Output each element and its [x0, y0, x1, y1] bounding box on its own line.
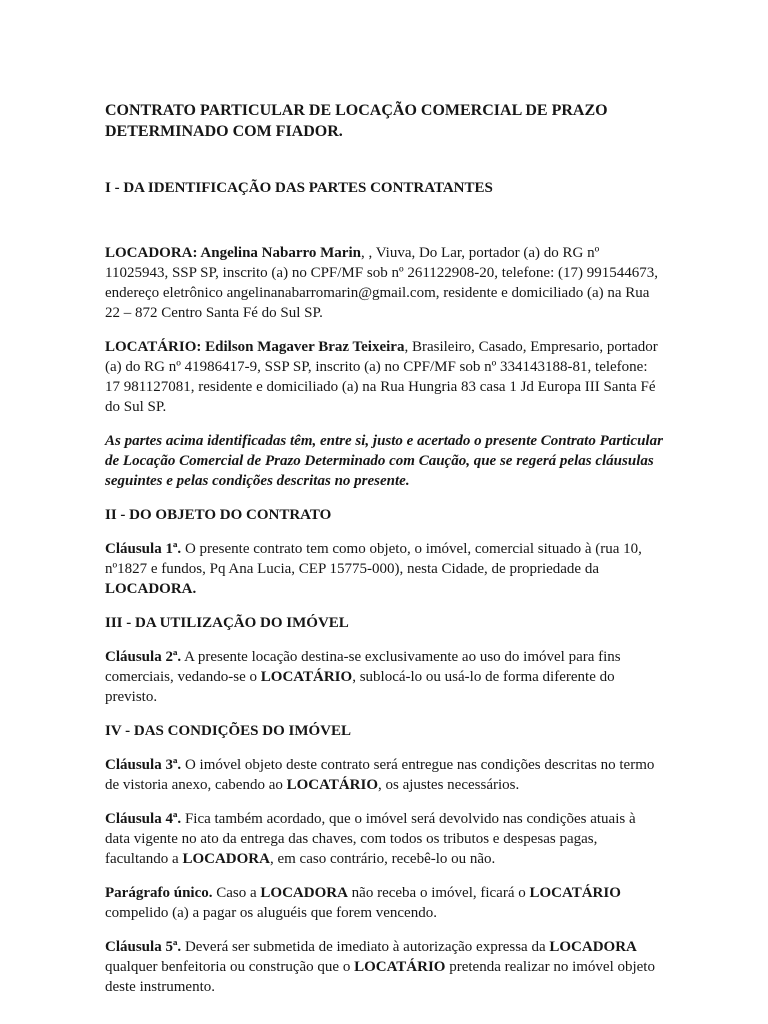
clausula-1-label: Cláusula 1ª.: [105, 541, 182, 557]
clausula-4-label: Cláusula 4ª.: [105, 811, 182, 827]
text-run: O presente contrato tem como objeto, o imóvel, comercial situado à (rua 10, nº1827 e fundos, Pq Ana Lucia, CEP 15775-000), nesta Cidade, de propriedade da: [105, 541, 642, 577]
text-run: LOCATÁRIO: [529, 885, 621, 901]
paragraph-preambulo: [105, 431, 664, 491]
paragraph-clausula-4: [105, 809, 664, 869]
text-run: LOCATÁRIO: [260, 669, 353, 685]
paragraph-clausula-1: [105, 539, 664, 599]
text-run: qualquer benfeitoria ou construção que o: [105, 959, 355, 975]
locadora-label: LOCADORA: Angelina Nabarro Marin: [105, 245, 361, 261]
paragraph-locadora: [105, 243, 664, 323]
text-run: LOCADORA: [260, 885, 348, 901]
document-title: CONTRATO PARTICULAR DE LOCAÇÃO COMERCIAL DE PRAZO DETERMINADO COM FIADOR.: [105, 102, 608, 140]
locatario-label: LOCATÁRIO: Edilson Magaver Braz Teixeira: [105, 339, 405, 355]
text-run: compelido (a) a pagar os aluguéis que forem vencendo.: [105, 905, 437, 921]
text-run: LOCATÁRIO: [286, 777, 379, 793]
paragraph-paragrafo-unico: [105, 883, 664, 923]
paragraph-locatario: [105, 337, 664, 417]
text-run: A presente locação destina-se exclusivamente ao uso do imóvel para fins comerciais, vedando-se o: [105, 649, 621, 685]
text-run: LOCATÁRIO: [354, 959, 446, 975]
text-run: LOCADORA: [182, 851, 270, 867]
text-run: não receba o imóvel, ficará o: [347, 885, 530, 901]
text-run: , , Viuva, Do Lar, portador (a) do RG nº 11025943, SSP SP, inscrito (a) no CPF/MF sob nº 261122908-20, telefone: (17) 991544673, endereço eletrônico angelinanabarromarin@gmail.com, residente e domiciliado (a) na Rua 22 – 872 Centro Santa Fé do Sul SP.: [105, 245, 659, 321]
text-run: pretenda realizar no imóvel objeto deste instrumento.: [105, 959, 655, 995]
paragraph-clausula-5: [105, 937, 664, 997]
paragrafo-unico-label: Parágrafo único.: [105, 885, 213, 901]
text-run: O imóvel objeto deste contrato será entregue nas condições descritas no termo de vistoria anexo, cabendo ao: [105, 757, 655, 793]
text-run: , em caso contrário, recebê-lo ou não.: [269, 851, 496, 867]
text-run: Fica também acordado, que o imóvel será devolvido nas condições atuais à data vigente no ato da entrega das chaves, com todos os tributos e despesas pagas, facultando a: [105, 811, 636, 867]
section-heading-condicoes: IV - DAS CONDIÇÕES DO IMÓVEL: [105, 723, 352, 739]
text-run: Caso a: [212, 885, 261, 901]
section-heading-identificacao: I - DA IDENTIFICAÇÃO DAS PARTES CONTRATANTES: [105, 180, 493, 196]
clausula-2-label: Cláusula 2ª.: [105, 649, 182, 665]
paragraph-clausula-3: [105, 755, 664, 795]
text-run: , os ajustes necessários.: [378, 777, 520, 793]
text-run: , sublocá-lo ou usá-lo de forma diferente do previsto.: [105, 669, 615, 705]
text-run: Deverá ser submetida de imediato à autorização expressa da: [181, 939, 550, 955]
text-run: As partes acima identificadas têm, entre si, justo e acertado o presente Contrato Particular de Locação Comercial de Prazo Determinado com Caução, que se regerá pelas cláusulas seguintes e pelas condições descritas no presente.: [105, 433, 663, 489]
clausula-3-label: Cláusula 3ª.: [105, 757, 182, 773]
paragraph-clausula-2: [105, 647, 664, 707]
text-run: , Brasileiro, Casado, Empresario, portador (a) do RG nº 41986417-9, SSP SP, inscrito (a) no CPF/MF sob nº 334143188-81, telefone: 17 981127081, residente e domiciliado (a) na Rua Hungria 83 casa 1 Jd Europa III Santa Fé do Sul SP.: [105, 339, 658, 415]
section-heading-utilizacao: III - DA UTILIZAÇÃO DO IMÓVEL: [105, 615, 349, 631]
section-heading-objeto: II - DO OBJETO DO CONTRATO: [105, 507, 332, 523]
text-run: LOCADORA: [549, 939, 637, 955]
text-run: LOCADORA.: [105, 581, 197, 597]
clausula-5-label: Cláusula 5ª.: [105, 939, 182, 955]
